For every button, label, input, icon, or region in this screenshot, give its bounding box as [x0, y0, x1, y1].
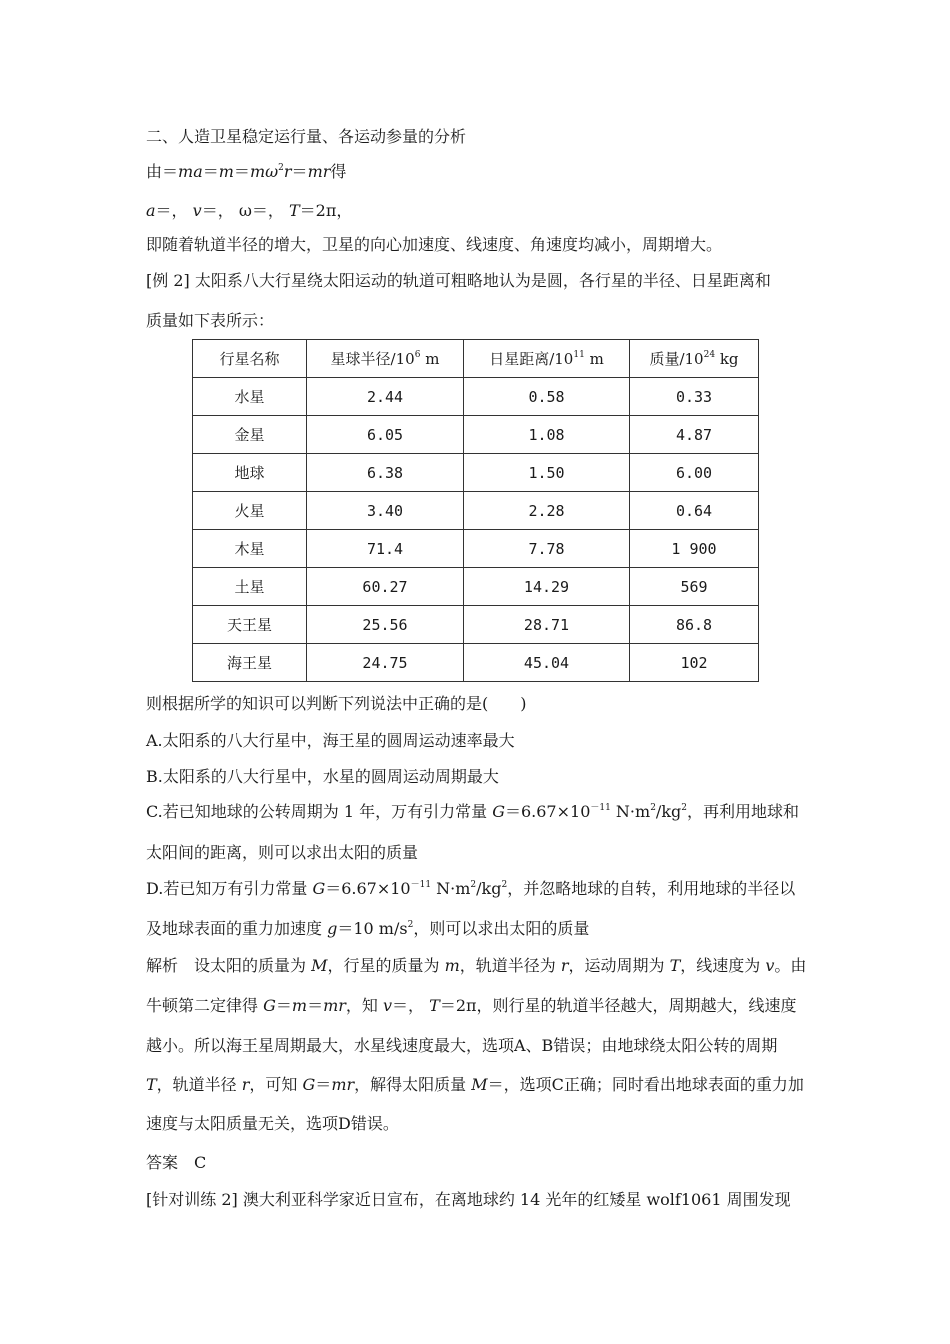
distance-cell: 0.58	[464, 378, 630, 416]
mass-cell: 6.00	[630, 454, 759, 492]
training-heading: [针对训练 2] 澳大利亚科学家近日宣布，在离地球约 14 光年的红矮星 wolf1061 周围发现	[146, 1190, 791, 1209]
planet-name: 地球	[193, 454, 307, 492]
mass-cell: 0.64	[630, 492, 759, 530]
table-row	[193, 644, 759, 682]
option-c-line-2: 太阳间的距离，则可以求出太阳的质量	[146, 843, 419, 862]
radius-cell: 6.05	[307, 416, 464, 454]
planet-name: 金星	[193, 416, 307, 454]
radius-cell: 71.4	[307, 530, 464, 568]
mass-cell: 4.87	[630, 416, 759, 454]
distance-cell: 45.04	[464, 644, 630, 682]
planet-name: 火星	[193, 492, 307, 530]
planet-name: 水星	[193, 378, 307, 416]
table-row	[193, 492, 759, 530]
analysis-line-3: 越小。所以海王星周期最大，水星线速度最大，选项A、B错误；由地球绕太阳公转的周期	[146, 1036, 778, 1055]
results-line: a＝， v＝， ω＝， T＝2π，	[146, 201, 353, 220]
option-b: B.太阳系的八大行星中，水星的圆周运动周期最大	[146, 767, 499, 786]
section-heading: 二、人造卫星稳定运行量、各运动参量的分析	[146, 127, 467, 146]
table-header-row	[193, 340, 759, 378]
analysis-line-2: 牛顿第二定律得 G＝m＝mr，知 v＝， T＝2π，则行星的轨道半径越大，周期越大，线速度	[146, 996, 797, 1015]
radius-cell: 3.40	[307, 492, 464, 530]
header-distance: 日星距离$/10^{11}$ m	[464, 340, 630, 378]
header-mass: 质量$/10^{24}$ kg	[630, 340, 759, 378]
table-row	[193, 606, 759, 644]
planet-name: 木星	[193, 530, 307, 568]
formula-line: 由$=ma=m=m\omega^2r=mr$得	[146, 162, 347, 181]
planet-name: 天王星	[193, 606, 307, 644]
mass-cell: 0.33	[630, 378, 759, 416]
distance-cell: 28.71	[464, 606, 630, 644]
analysis-line-5: 速度与太阳质量无关，选项D错误。	[146, 1114, 399, 1133]
answer-text: 答案 C	[146, 1153, 207, 1172]
conclusion-text: 即随着轨道半径的增大，卫星的向心加速度、线速度、角速度均减小，周期增大。	[146, 235, 723, 254]
table-row	[193, 378, 759, 416]
radius-cell: 2.44	[307, 378, 464, 416]
planet-name: 土星	[193, 568, 307, 606]
radius-cell: 6.38	[307, 454, 464, 492]
option-d-line-2: 及地球表面的重力加速度 g＝10 $m/s^2$，则可以求出太阳的质量	[146, 919, 590, 938]
option-a: A.太阳系的八大行星中，海王星的圆周运动速率最大	[146, 731, 515, 750]
distance-cell: 14.29	[464, 568, 630, 606]
option-c-line-1: C.若已知地球的公转周期为 1 年，万有引力常量 $G=6.67\times 10^{-11}$ $N\cdot m^2/kg^2$，再利用地球和	[146, 802, 799, 821]
distance-cell: 7.78	[464, 530, 630, 568]
analysis-line-1: 解析 设太阳的质量为 M，行星的质量为 m，轨道半径为 r，运动周期为 T，线速度为 v。由	[146, 956, 807, 975]
header-radius: 星球半径$/10^6$ m	[307, 340, 464, 378]
distance-cell: 2.28	[464, 492, 630, 530]
radius-cell: 25.56	[307, 606, 464, 644]
table-row	[193, 416, 759, 454]
example-line-2: 质量如下表所示：	[146, 311, 275, 330]
mass-cell: 86.8	[630, 606, 759, 644]
mass-cell: 1 900	[630, 530, 759, 568]
analysis-line-4: T，轨道半径 r，可知 G＝mr，解得太阳质量 M＝，选项C正确；同时看出地球表面的重力加	[146, 1075, 804, 1094]
header-name: 行星名称	[193, 340, 307, 378]
table-row	[193, 530, 759, 568]
table-row	[193, 568, 759, 606]
option-d-line-1: D.若已知万有引力常量 $G=6.67\times 10^{-11}$ $N\cdot m^2/kg^2$，并忽略地球的自转，利用地球的半径以	[146, 879, 796, 898]
radius-cell: 24.75	[307, 644, 464, 682]
distance-cell: 1.08	[464, 416, 630, 454]
table-row	[193, 454, 759, 492]
example-line-1: [例 2] 太阳系八大行星绕太阳运动的轨道可粗略地认为是圆，各行星的半径、日星距离和	[146, 271, 771, 290]
radius-cell: 60.27	[307, 568, 464, 606]
mass-cell: 569	[630, 568, 759, 606]
question-stem: 则根据所学的知识可以判断下列说法中正确的是( )	[146, 694, 527, 713]
planet-name: 海王星	[193, 644, 307, 682]
mass-cell: 102	[630, 644, 759, 682]
planet-table	[192, 339, 759, 682]
distance-cell: 1.50	[464, 454, 630, 492]
